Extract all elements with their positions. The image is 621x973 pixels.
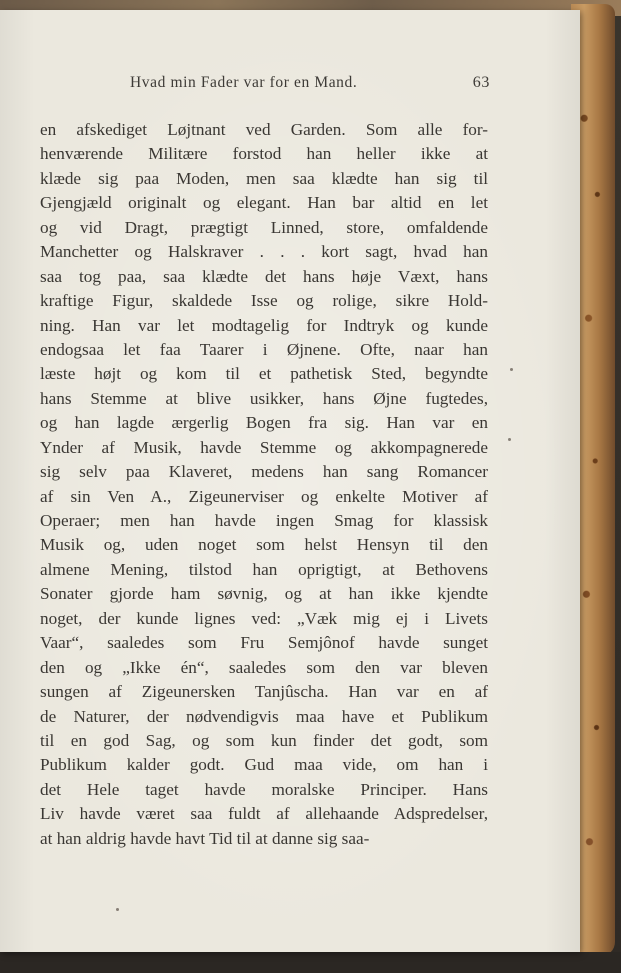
text-line: hans Stemme at blive usikker, hans Øjne fugtedes, — [40, 388, 488, 408]
text-line: Liv havde været saa fuldt af allehaande Adspredelser, — [40, 804, 488, 824]
text-line: henværende Militære forstod han heller ikke at — [40, 144, 488, 164]
text-line: kraftige Figur, skaldede Isse og rolige, sikre Hold- — [40, 291, 488, 311]
text-line: det Hele taget havde moralske Principer. Hans — [40, 779, 488, 799]
text-line: Gjengjæld originalt og elegant. Han bar altid en let — [40, 193, 488, 213]
text-line: til en god Sag, og som kun finder det godt, som — [40, 730, 488, 750]
text-line: den og „Ikke én“, saaledes som den var bleven — [40, 657, 488, 677]
text-line: Manchetter og Halskraver . . . kort sagt, hvad han — [40, 242, 488, 262]
running-title: Hvad min Fader var for en Mand. — [130, 74, 358, 91]
text-line: almene Mening, tilstod han oprigtigt, at Bethovens — [40, 559, 488, 579]
running-head — [40, 74, 490, 96]
book-page — [0, 10, 580, 952]
text-line: af sin Ven A., Zigeunerviser og enkelte Motiver af — [40, 486, 488, 506]
text-line: sungen af Zigeunersken Tanjûscha. Han var en af — [40, 682, 488, 702]
text-line: saa tog paa, saa klædte det hans høje Væxt, hans — [40, 266, 488, 286]
text-line: at han aldrig havde havt Tid til at danne sig saa- — [40, 828, 370, 848]
text-line: sig selv paa Klaveret, medens han sang Romancer — [40, 462, 488, 482]
text-line: Musik og, uden noget som helst Hensyn til den — [40, 535, 488, 555]
text-line: en afskediget Løjtnant ved Garden. Som alle for- — [40, 120, 488, 139]
bottom-shadow — [0, 952, 621, 973]
text-line: og han lagde ærgerlig Bogen fra sig. Han var en — [40, 413, 488, 433]
text-line: noget, der kunde lignes ved: „Væk mig ej i Livets — [40, 608, 488, 628]
margin-speck — [508, 438, 511, 441]
text-line: ning. Han var let modtagelig for Indtryk og kunde — [40, 315, 488, 335]
text-line: de Naturer, der nødvendigvis maa have et Publikum — [40, 706, 488, 726]
text-line: læste højt og kom til et pathetisk Sted, begyndte — [40, 364, 488, 384]
text-line: og vid Dragt, prægtigt Linned, store, omfaldende — [40, 217, 488, 237]
page-number: 63 — [472, 74, 490, 91]
text-line: endogsaa let faa Taarer i Øjnene. Ofte, naar han — [40, 339, 488, 359]
text-line: Operaer; men han havde ingen Smag for klassisk — [40, 511, 488, 530]
text-line: Ynder af Musik, havde Stemme og akkompagnerede — [40, 437, 488, 457]
text-line: klæde sig paa Moden, men saa klædte han sig til — [40, 168, 488, 188]
text-line: Sonater gjorde ham søvnig, og at han ikke kjendte — [40, 584, 488, 604]
text-line: Vaar“, saaledes som Fru Semjônof havde sunget — [40, 633, 488, 653]
margin-speck — [510, 368, 513, 371]
margin-speck — [116, 908, 119, 911]
body-text — [40, 118, 488, 851]
text-line: Publikum kalder godt. Gud maa vide, om han i — [40, 755, 488, 775]
